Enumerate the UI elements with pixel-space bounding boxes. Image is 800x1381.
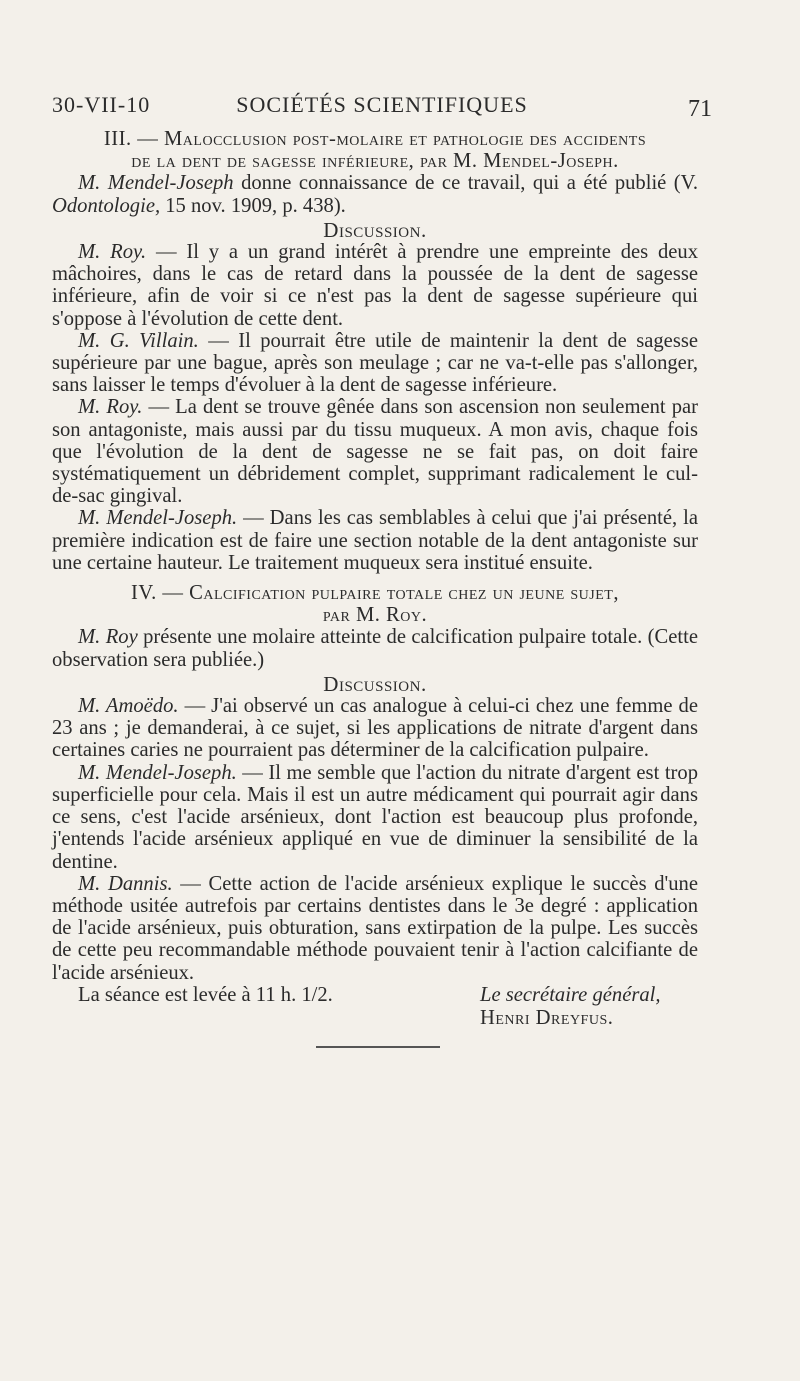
speaker-name: M. Roy. xyxy=(78,396,143,419)
closing xyxy=(52,984,698,1030)
adjournment-line: La séance est levée à 11 h. 1/2. xyxy=(78,983,333,1006)
paragraph xyxy=(52,172,698,216)
paragraph-text: — Dans les cas semblables à celui que j'ai présenté, la première indication est de faire une section notable de la dent antagoniste sur une certaine hauteur. Le traitement muqueux sera institué ensuite. xyxy=(52,507,698,574)
section-4-title-line-1: IV. — Calcification pulpaire totale chez un jeune sujet, xyxy=(131,582,619,605)
paragraph-text: — J'ai observé un cas analogue à celui-ci chez une femme de 23 ans ; je demanderai, à ce sujet, si les applications de nitrate d'argent dans certaines caries ne pourraient pas déterminer de la calcification pulpaire. xyxy=(52,695,698,762)
speaker-name: M. Dannis. xyxy=(78,872,173,895)
paragraph-text: — Il me semble que l'action du nitrate d'argent est trop superficielle pour cela. Mais il est un autre médicament qui pourrait agir dans ce sens, c'est l'acide arsénieux, dont l'action est beaucoup plus profonde, j'entends l'acide arsénieux appliqué en vue de diminuer la sensibilité de la dentine. xyxy=(52,761,698,873)
end-rule xyxy=(316,1046,440,1048)
paragraph xyxy=(52,330,698,397)
speaker-name: M. G. Villain. xyxy=(78,329,199,352)
speaker-name: M. Mendel-Joseph. xyxy=(78,761,237,784)
paragraph xyxy=(52,873,698,984)
signature-role: Le secrétaire général, xyxy=(480,983,661,1006)
running-head-date: 30-VII-10 xyxy=(52,92,151,117)
signature-name: Henri Dreyfus. xyxy=(480,1006,614,1029)
paragraph-text: — La dent se trouve gênée dans son ascension non seulement par son antagoniste, mais aussi par du tissu muqueux. A mon avis, chaque fois que l'évolution de la dent de sagesse ne se fait pas, on doit faire systématiquement un débridement complet, supprimant radicalement le cul-de-sac gingival. xyxy=(52,396,698,508)
spacer xyxy=(52,574,698,582)
speaker-name: M. Mendel-Joseph xyxy=(78,172,234,195)
paragraph xyxy=(52,695,698,762)
section-4-title-line-2: par M. Roy. xyxy=(322,604,428,627)
paragraph-text: — Il pourrait être utile de maintenir la dent de sagesse supérieure par une bague, après son meulage ; car ne va-t-elle pas s'allonger, sans laisser le temps d'évoluer à la dent de sagesse inférieure. xyxy=(52,329,698,397)
paragraph-text: 15 nov. 1909, p. 438). xyxy=(160,194,346,217)
paragraph xyxy=(52,507,698,574)
journal-title: Odontologie, xyxy=(52,194,161,217)
section-3-title-line-2: de la dent de sagesse inférieure, par M. Mendel-Joseph. xyxy=(131,150,619,173)
paragraph xyxy=(52,762,698,873)
speaker-name: M. Amoëdo. xyxy=(78,695,179,718)
paragraph-text: présente une molaire atteinte de calcification pulpaire totale. (Cette observation sera publiée.) xyxy=(52,626,699,671)
running-head-title: SOCIÉTÉS SCIENTIFIQUES xyxy=(236,92,528,117)
paragraph xyxy=(52,626,698,670)
running-head xyxy=(52,92,712,122)
paragraph-text: — Il y a un grand intérêt à prendre une empreinte des deux mâchoires, dans le cas de retard dans la poussée de la dent de sagesse inférieure, afin de voir si ce n'est pas la dent de sagesse supérieure qui s'oppose à l'évolution de cette dent. xyxy=(52,241,698,330)
page-number: 71 xyxy=(688,96,712,122)
paragraph xyxy=(52,396,698,507)
speaker-name: M. Roy. xyxy=(78,241,147,264)
speaker-name: M. Roy xyxy=(78,626,138,649)
page-body xyxy=(52,128,698,1048)
discussion-heading: Discussion. xyxy=(323,217,427,242)
speaker-name: M. Mendel-Joseph. xyxy=(78,507,238,530)
section-3-title-line-1: III. — Malocclusion post-molaire et pathologie des accidents xyxy=(103,128,647,150)
paragraph xyxy=(52,241,698,330)
discussion-heading: Discussion. xyxy=(323,671,427,696)
paragraph-text: — Cette action de l'acide arsénieux explique le succès d'une méthode usitée autrefois par certains dentistes dans le 3e degré : application de l'acide arsénieux, puis obturation, sans extirpation de la pulpe. Les succès de cette peu recommandable méthode pouvaient tenir à l'action calcifiante de l'acide arsénieux. xyxy=(52,872,698,984)
paragraph-text: donne connaissance de ce travail, qui a été publié (V. xyxy=(233,172,699,195)
